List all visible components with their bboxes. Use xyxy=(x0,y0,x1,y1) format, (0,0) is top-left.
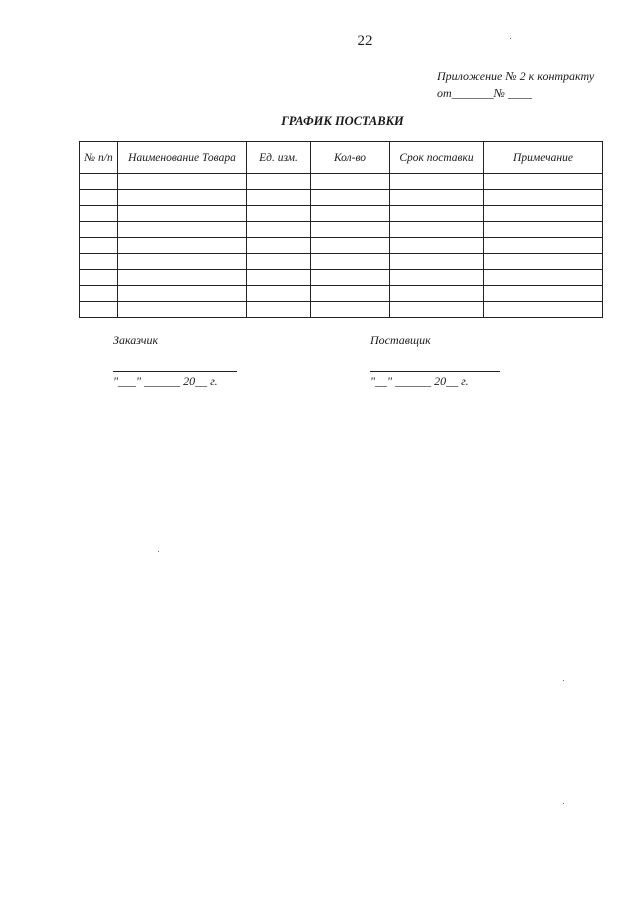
document-title: ГРАФИК ПОСТАВКИ xyxy=(281,114,404,128)
table-cell xyxy=(80,174,118,190)
supplier-label: Поставщик xyxy=(370,333,431,347)
table-cell xyxy=(247,190,311,206)
customer-label: Заказчик xyxy=(113,333,159,347)
table-cell xyxy=(247,174,311,190)
table-cell xyxy=(390,302,484,318)
table-row xyxy=(80,254,603,270)
table-cell xyxy=(247,254,311,270)
table-cell xyxy=(311,190,390,206)
table-cell xyxy=(484,286,603,302)
table-cell xyxy=(118,270,247,286)
customer-date: "___" ______ 20__ г. xyxy=(113,374,218,388)
table-cell xyxy=(80,302,118,318)
appendix-line-1: Приложение № 2 к контракту xyxy=(437,69,595,83)
table-cell xyxy=(247,238,311,254)
table-cell xyxy=(390,238,484,254)
appendix-reference xyxy=(437,68,594,102)
table-row xyxy=(80,222,603,238)
signature-section xyxy=(0,333,640,393)
table-header-row xyxy=(80,142,603,174)
table-cell xyxy=(247,302,311,318)
table-row xyxy=(80,286,603,302)
header-note: Примечание xyxy=(484,142,603,174)
table-cell xyxy=(118,254,247,270)
table-cell xyxy=(80,286,118,302)
table-cell xyxy=(484,222,603,238)
table-cell xyxy=(311,286,390,302)
table-row xyxy=(80,190,603,206)
table-cell xyxy=(484,206,603,222)
table-cell xyxy=(80,206,118,222)
scan-speck xyxy=(563,803,564,804)
customer-signature-line xyxy=(113,348,237,372)
table-cell xyxy=(247,286,311,302)
customer-signature-block xyxy=(113,333,237,389)
table-cell xyxy=(247,270,311,286)
table-row xyxy=(80,206,603,222)
table-cell xyxy=(118,286,247,302)
table-cell xyxy=(80,238,118,254)
appendix-line-2: от_______№ ____ xyxy=(437,86,532,100)
table-cell xyxy=(80,190,118,206)
table-cell xyxy=(390,190,484,206)
table-cell xyxy=(390,286,484,302)
table-cell xyxy=(118,206,247,222)
scan-speck xyxy=(158,551,159,552)
table-cell xyxy=(247,206,311,222)
table-cell xyxy=(311,270,390,286)
table-cell xyxy=(390,206,484,222)
table-cell xyxy=(484,254,603,270)
table-row xyxy=(80,302,603,318)
header-product-name: Наименование Товара xyxy=(118,142,247,174)
supplier-date: "__" ______ 20__ г. xyxy=(370,374,469,388)
scan-speck xyxy=(563,680,564,681)
table-cell xyxy=(390,270,484,286)
header-delivery-date: Срок поставки xyxy=(390,142,484,174)
header-quantity: Кол-во xyxy=(311,142,390,174)
table-cell xyxy=(80,270,118,286)
table-body xyxy=(80,174,603,318)
table-cell xyxy=(118,302,247,318)
table-cell xyxy=(311,238,390,254)
supplier-signature-block xyxy=(370,333,500,389)
table-cell xyxy=(311,206,390,222)
table-cell xyxy=(118,238,247,254)
table-cell xyxy=(247,222,311,238)
table-cell xyxy=(118,174,247,190)
table-row xyxy=(80,238,603,254)
table-cell xyxy=(484,302,603,318)
table-cell xyxy=(484,270,603,286)
header-unit: Ед. изм. xyxy=(247,142,311,174)
table-cell xyxy=(311,254,390,270)
supplier-signature-line xyxy=(370,348,500,372)
table-cell xyxy=(80,222,118,238)
table-cell xyxy=(484,174,603,190)
table-row xyxy=(80,270,603,286)
header-number: № п/п xyxy=(80,142,118,174)
table-cell xyxy=(390,222,484,238)
table-cell xyxy=(118,190,247,206)
scan-speck xyxy=(510,38,511,39)
table-cell xyxy=(484,238,603,254)
table-cell xyxy=(484,190,603,206)
table-cell xyxy=(118,222,247,238)
table-cell xyxy=(80,254,118,270)
table-cell xyxy=(390,254,484,270)
table-row xyxy=(80,174,603,190)
table-cell xyxy=(311,222,390,238)
table-cell xyxy=(311,302,390,318)
delivery-schedule-table xyxy=(79,141,603,318)
page-number: 22 xyxy=(357,33,373,49)
table-cell xyxy=(311,174,390,190)
table-cell xyxy=(390,174,484,190)
